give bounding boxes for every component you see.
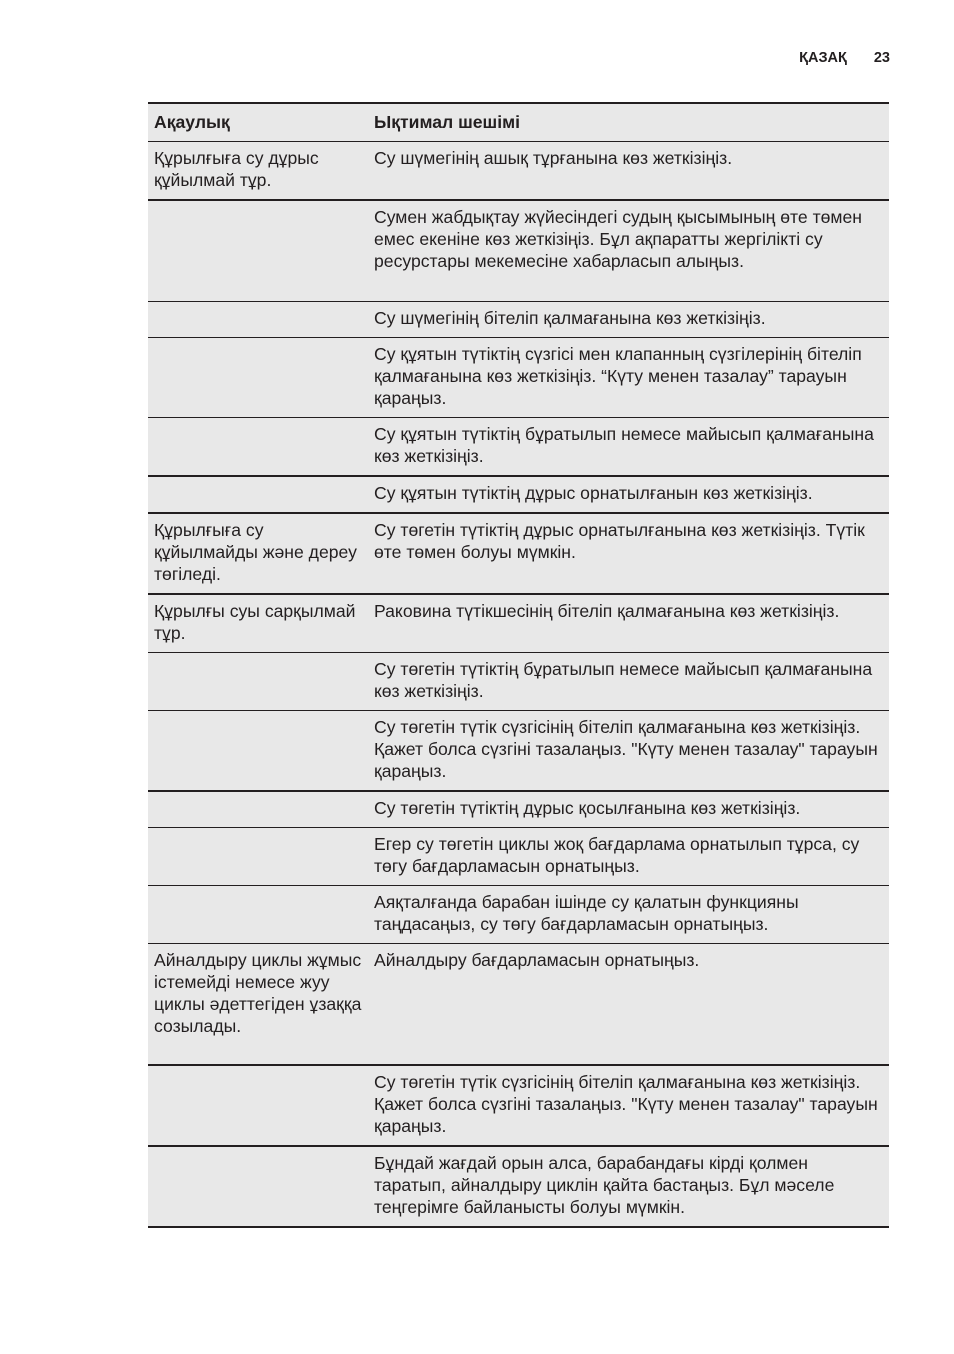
- solution-text: Су шүмегінің бітеліп қалмағанына көз жеткізіңіз.: [374, 307, 766, 328]
- solution-text: Сумен жабдықтау жүйесіндегі судың қысымының өте төмен емес екеніне көз жеткізіңіз. Бұл ақпаратты жергілікті су ресурстары мекемесіне хабарласып алыңыз.: [374, 207, 863, 271]
- solution-cell: [374, 791, 889, 828]
- problem-cell: [148, 885, 374, 943]
- problem-text: Құрылғы суы сарқылмай тұр.: [154, 600, 356, 643]
- problem-cell: [148, 200, 374, 301]
- solution-text: Су төгетін түтіктің дұрыс орнатылғанына көз жеткізіңіз. Түтік өте төмен болуы мүмкін.: [374, 519, 865, 562]
- table-row: [148, 200, 889, 301]
- problem-text: [154, 302, 374, 315]
- solution-cell: [374, 337, 889, 417]
- problem-text: [154, 711, 374, 724]
- problem-cell: [148, 791, 374, 828]
- solution-cell: [374, 943, 889, 1065]
- solution-cell: [374, 142, 889, 201]
- problem-text: [154, 792, 374, 805]
- table-row: [148, 142, 889, 201]
- problem-cell: [148, 652, 374, 710]
- problem-cell: [148, 142, 374, 201]
- problem-text: Құрылғыға су дұрыс құйылмай тұр.: [154, 148, 319, 190]
- problem-cell: [148, 710, 374, 791]
- problem-cell: [148, 417, 374, 476]
- table-row: [148, 827, 889, 885]
- table-row: [148, 513, 889, 594]
- problem-text: [154, 886, 374, 899]
- problem-cell: [148, 1065, 374, 1146]
- problem-cell: [148, 1146, 374, 1227]
- solution-text: Бұндай жағдай орын алса, барабандағы кірді қолмен таратып, айналдыру циклін қайта бастаңыз. Бұл мәселе теңгерімге байланысты болуы мүмкін.: [374, 1153, 835, 1217]
- table-row: [148, 943, 889, 1065]
- solution-cell: [374, 594, 889, 653]
- solution-text: Су төгетін түтік сүзгісінің бітеліп қалмағанына көз жеткізіңіз. Қажет болса сүзгіні тазалаңыз. "Күту менен тазалау" тарауын қараңыз.: [374, 716, 878, 781]
- problem-text: Құрылғыға су құйылмайды және дереу төгіледі.: [154, 519, 357, 584]
- problem-cell: [148, 594, 374, 653]
- table-row: [148, 885, 889, 943]
- solution-cell: [374, 710, 889, 791]
- problem-cell: [148, 476, 374, 513]
- table-row: [148, 301, 889, 337]
- problem-cell: [148, 943, 374, 1065]
- page-header: [799, 50, 890, 66]
- table-row: [148, 476, 889, 513]
- solution-cell: [374, 827, 889, 885]
- table-row: [148, 791, 889, 828]
- solution-cell: [374, 1065, 889, 1146]
- solution-cell: [374, 1146, 889, 1227]
- solution-cell: [374, 301, 889, 337]
- solution-cell: [374, 417, 889, 476]
- table-row: [148, 417, 889, 476]
- problem-cell: [148, 301, 374, 337]
- language-label: ҚАЗАҚ: [799, 50, 847, 66]
- column-header-problem: Ақаулық: [154, 112, 230, 132]
- problem-text: [154, 338, 374, 351]
- solution-text: Су құятын түтіктің бұратылып немесе майысып қалмағанына көз жеткізіңіз.: [374, 423, 874, 466]
- solution-text: Раковина түтікшесінің бітеліп қалмағанына көз жеткізіңіз.: [374, 600, 840, 621]
- table-row: [148, 1146, 889, 1227]
- solution-text: Су төгетін түтіктің дұрыс қосылғанына көз жеткізіңіз.: [374, 797, 801, 818]
- solution-cell: [374, 513, 889, 594]
- table-row: [148, 652, 889, 710]
- table-row: [148, 594, 889, 653]
- column-header-solution: Ықтимал шешімі: [374, 112, 520, 132]
- solution-cell: [374, 476, 889, 513]
- problem-text: [154, 418, 374, 431]
- solution-text: Су төгетін түтік сүзгісінің бітеліп қалмағанына көз жеткізіңіз. Қажет болса сүзгіні тазалаңыз. "Күту менен тазалау" тарауын қараңыз.: [374, 1072, 878, 1136]
- troubleshooting-table: [148, 102, 889, 1228]
- table-row: [148, 1065, 889, 1146]
- solution-cell: [374, 200, 889, 301]
- page-number: 23: [873, 50, 890, 66]
- problem-text: [154, 828, 374, 841]
- solution-cell: [374, 885, 889, 943]
- table-row: [148, 337, 889, 417]
- problem-cell: [148, 827, 374, 885]
- solution-text: Су төгетін түтіктің бұратылып немесе майысып қалмағанына көз жеткізіңіз.: [374, 658, 873, 701]
- solution-text: Егер су төгетін циклы жоқ бағдарлама орнатылып тұрса, су төгу бағдарламасын орнатыңыз.: [374, 833, 860, 876]
- problem-text: Айналдыру циклы жұмыс істемейді немесе жуу циклы әдеттегіден ұзаққа созылады.: [154, 949, 362, 1036]
- solution-text: Су құятын түтіктің дұрыс орнатылғанын көз жеткізіңіз.: [374, 482, 813, 503]
- table-row: [148, 710, 889, 791]
- problem-cell: [148, 513, 374, 594]
- problem-cell: [148, 337, 374, 417]
- problem-text: [154, 201, 374, 214]
- problem-text: [154, 477, 374, 490]
- problem-text: [154, 653, 374, 666]
- problem-text: [154, 1147, 374, 1160]
- solution-text: Су шүмегінің ашық тұрғанына көз жеткізіңіз.: [374, 148, 733, 168]
- table-header-row: [148, 103, 889, 142]
- solution-text: Аяқталғанда барабан ішінде су қалатын функцияны таңдасаңыз, су төгу бағдарламасын орнатыңыз.: [374, 891, 799, 934]
- solution-cell: [374, 652, 889, 710]
- table-body: [148, 142, 889, 1228]
- solution-text: Су құятын түтіктің сүзгісі мен клапанның сүзгілерінің бітеліп қалмағанына көз жеткізіңіз. “Күту менен тазалау” тарауын қараңыз.: [374, 343, 862, 408]
- solution-text: Айналдыру бағдарламасын орнатыңыз.: [374, 949, 700, 970]
- problem-text: [154, 1066, 374, 1079]
